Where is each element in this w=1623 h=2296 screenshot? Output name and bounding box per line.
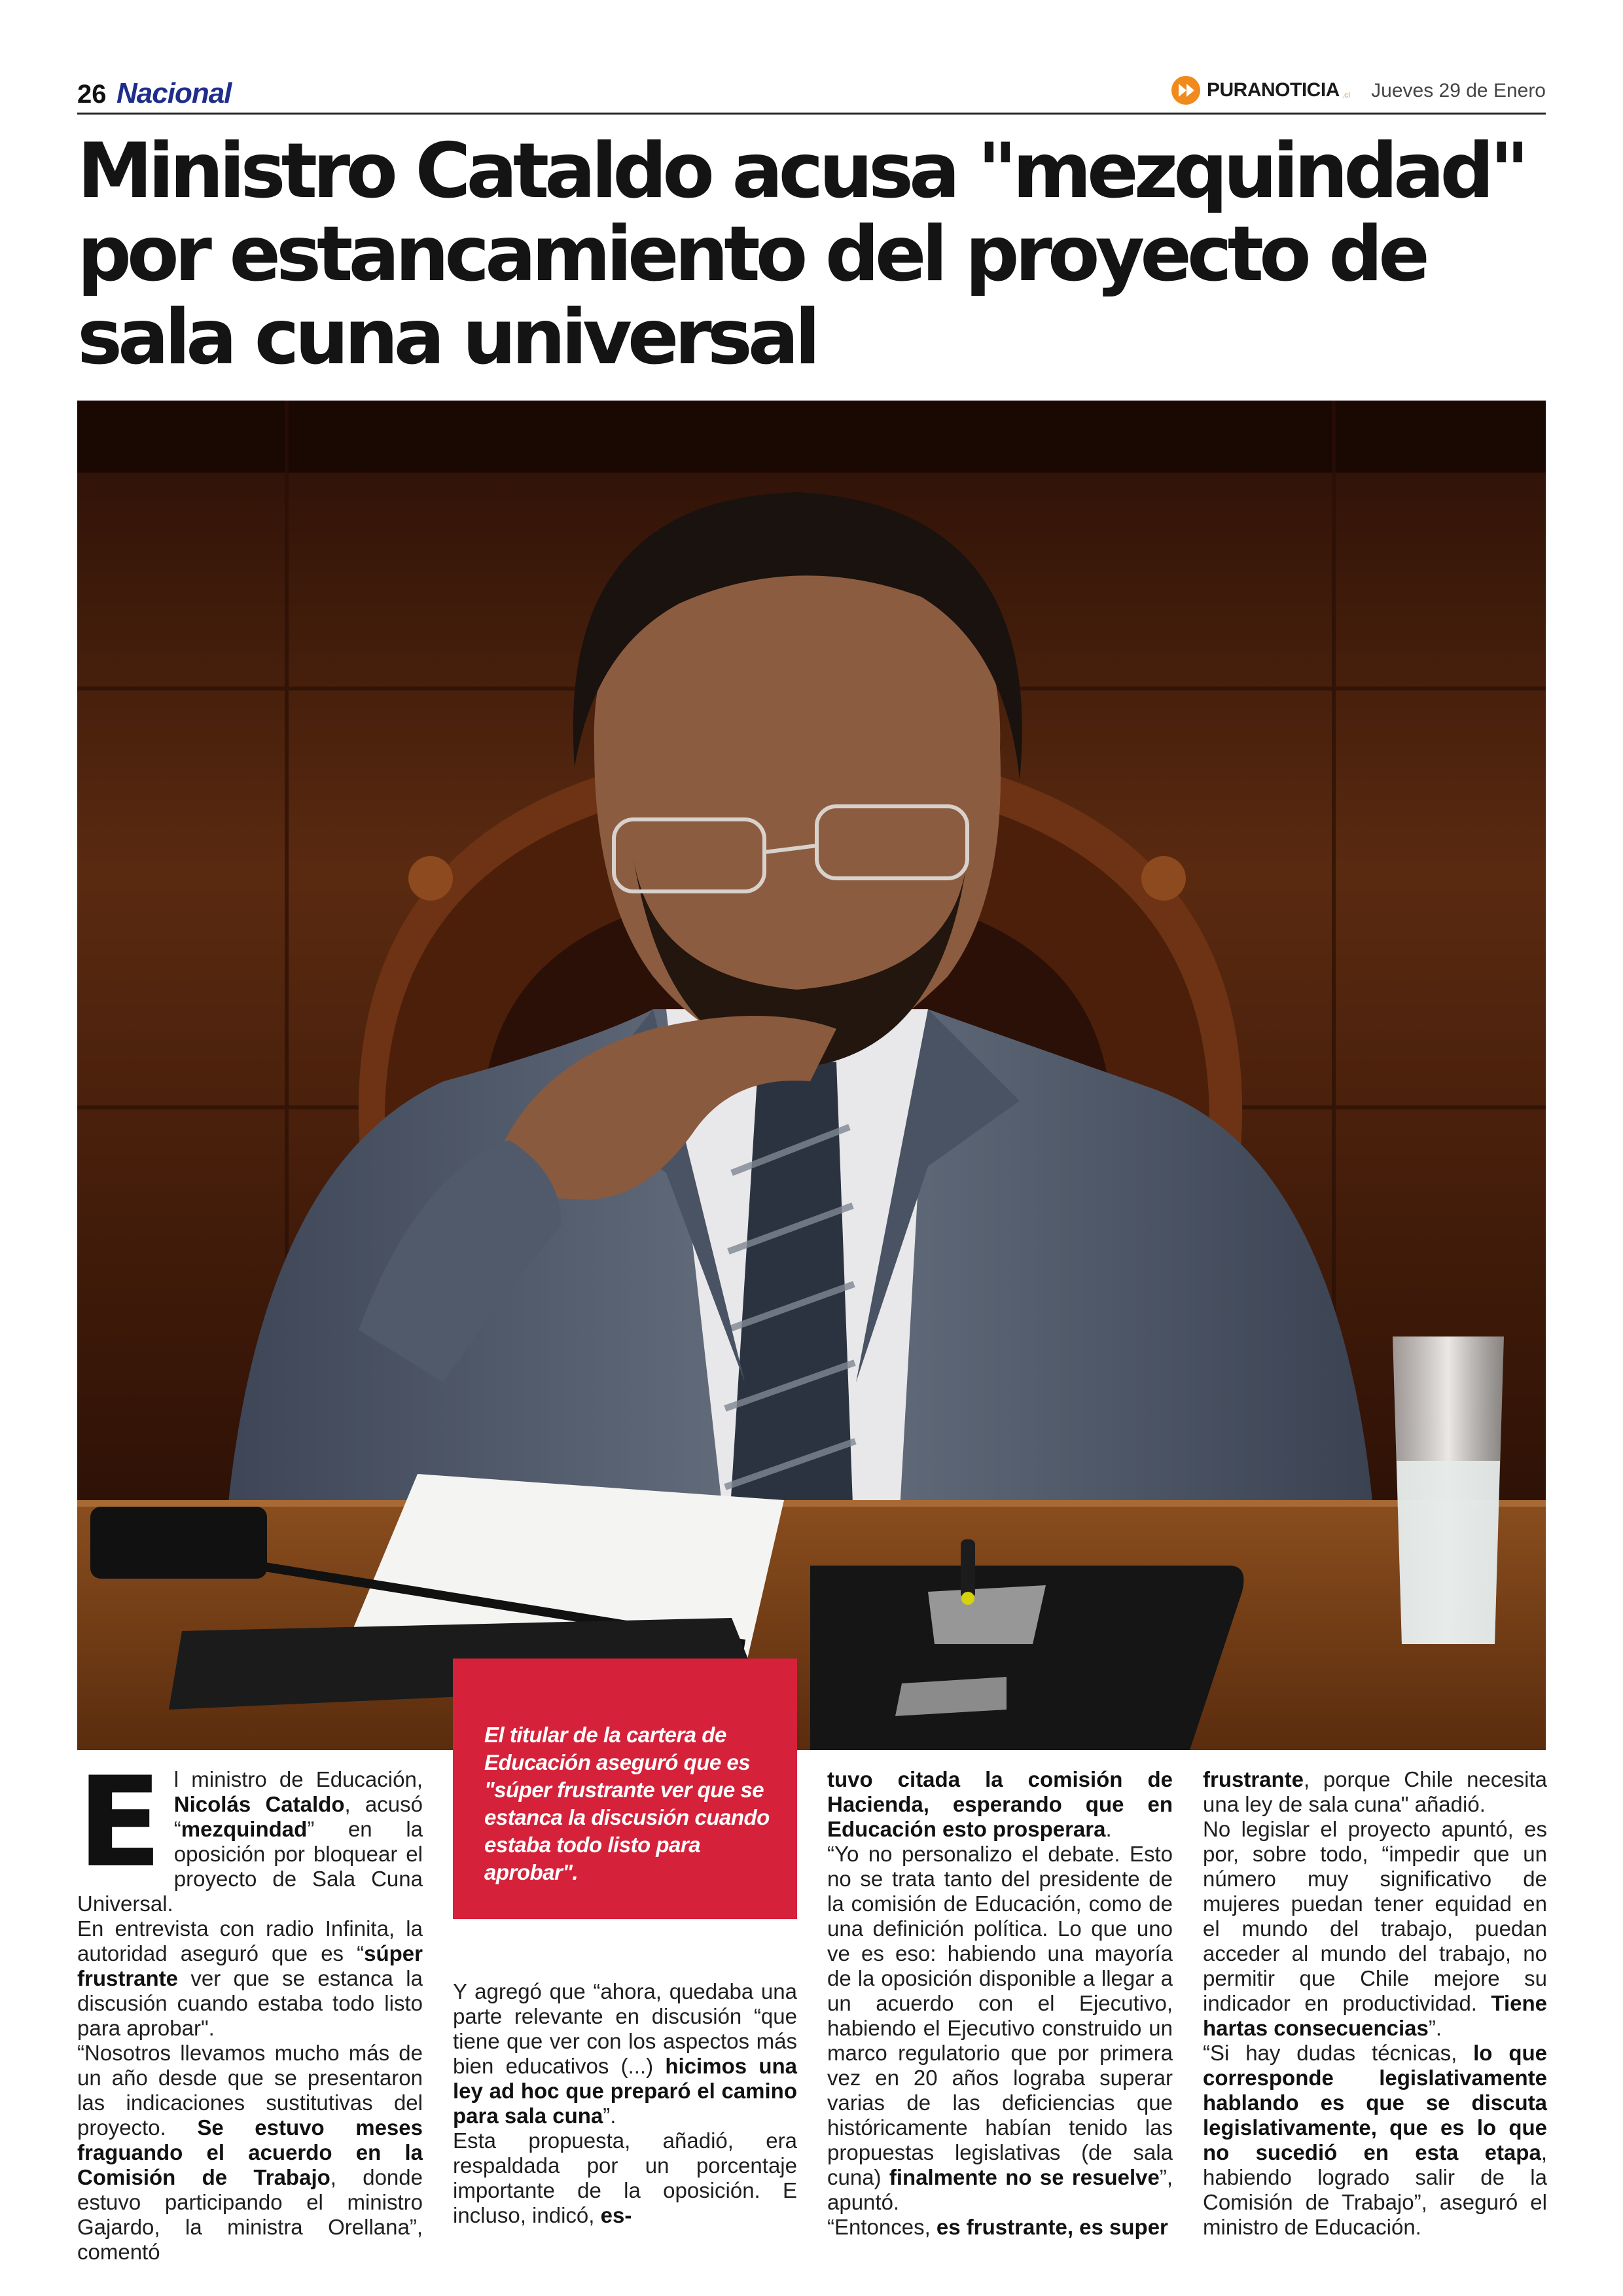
body-text: “Entonces, — [827, 2215, 936, 2239]
emphasis-text: hicimos una ley ad hoc que preparó el camino para sala cuna — [453, 2054, 797, 2128]
pull-quote-box — [453, 1659, 797, 1919]
drop-cap: E — [77, 1750, 162, 1895]
paragraph — [1203, 1817, 1547, 2041]
logo-text: PURANOTICIA — [1207, 79, 1340, 101]
paragraph — [1203, 1767, 1547, 1817]
body-text: “Yo no personalizo el debate. Esto no se trata tanto del presidente de la comisión de Educación, como de una definición política. Lo que uno ve es eso: habiendo una mayoría de la oposición disponible a llegar a un acuerdo con el Ejecutivo, habiendo el Ejecutivo construido un marco regulatorio que por primera vez en 20 años lograba superar varias de las deficiencias que históricamente habían tenido las propuestas legislativas (de sala cuna) — [827, 1842, 1173, 2189]
paragraph — [827, 1842, 1173, 2215]
pull-quote-text: El titular de la cartera de Educación aseguró que es "súper frustrante ver que se estanca la discusión cuando estaba todo listo para aprobar". — [484, 1723, 770, 1884]
body-text: ”, apuntó. — [827, 2165, 1173, 2214]
article-column-4 — [1203, 1767, 1547, 2240]
issue-date: Jueves 29 de Enero — [1371, 80, 1546, 101]
emphasis-text: Se estuvo meses fraguando el acuerdo en la Comisión de Trabajo — [77, 2115, 423, 2189]
body-text: Y agregó que “ahora, quedaba una parte relevante en discusión “que tiene que ver con los aspectos más bien educativos (...) — [453, 1979, 797, 2078]
body-text: En entrevista con radio Infinita, la autoridad aseguró que es “ — [77, 1916, 423, 1965]
body-text: , donde estuvo participando el ministro Gajardo, la ministra Orellana”, comentó — [77, 2165, 423, 2264]
body-text: . — [1105, 1817, 1112, 1841]
emphasis-text: Tiene hartas consecuencias — [1203, 1991, 1547, 2040]
body-text: No legislar el proyecto apuntó, es por, sobre todo, “ — [1203, 1817, 1547, 1866]
paragraph — [1203, 2041, 1547, 2240]
paragraph — [827, 1767, 1173, 1842]
emphasis-text: tuvo citada la comisión de Hacienda, esperando que en Educación esto prosperara — [827, 1767, 1173, 1841]
body-text: impedir que un número muy significativo de mujeres puedan tener equidad en el mundo del trabajo, puedan acceder al mundo del trabajo, no permitir que Chile mejore su indicador en productividad. — [1203, 1842, 1547, 2015]
logo-arrows-icon — [1171, 76, 1200, 105]
emphasis-text: frustrante — [1203, 1767, 1304, 1791]
paragraph — [453, 1979, 797, 2128]
paragraph — [77, 2041, 423, 2265]
emphasis-text: mezquindad — [181, 1817, 308, 1841]
paragraph — [453, 2128, 797, 2228]
body-text: ver que se estanca la discusión cuando estaba todo listo para aprobar". — [77, 1966, 423, 2040]
body-text: “Si hay dudas técnicas, — [1203, 2041, 1474, 2065]
body-text: “Nosotros llevamos mucho más de un año desde que se presentaron las indicaciones sustitutivas del proyecto. — [77, 2041, 423, 2140]
emphasis-text: súper frustrante — [77, 1941, 423, 1990]
body-text: , acusó “ — [173, 1792, 423, 1841]
logo-suffix: .cl — [1342, 90, 1350, 99]
emphasis-text: es frustrante, es super — [936, 2215, 1168, 2239]
article-photo — [77, 401, 1546, 1750]
header-divider — [77, 113, 1546, 115]
body-text: l ministro de Educación, — [173, 1767, 423, 1791]
body-text: , habiendo logrado salir de la Comisión de Trabajo”, aseguró el ministro de Educación. — [1203, 2140, 1547, 2239]
paragraph — [77, 1916, 423, 2041]
site-logo[interactable] — [1171, 76, 1350, 105]
emphasis-text: lo que corresponde legislativamente hablando es que se discuta legislativamente, que es lo que no sucedió en esta etapa — [1203, 2041, 1547, 2164]
article-headline: Ministro Cataldo acusa "mezquindad" por estancamiento del proyecto de sala cuna universal — [77, 127, 1525, 382]
section-label[interactable]: Nacional — [116, 77, 232, 109]
body-text: Esta propuesta, añadió, era respaldada por un porcentaje importante de la oposición. E incluso, indicó, — [453, 2128, 797, 2227]
body-text: ” en la oposición por bloquear el proyecto de Sala Cuna Universal. — [77, 1817, 423, 1916]
paragraph — [827, 2215, 1173, 2240]
article-column-3 — [827, 1767, 1173, 2240]
article-column-1 — [77, 1750, 423, 2265]
page-number: 26 — [77, 80, 107, 109]
body-text: ”. — [603, 2104, 616, 2128]
emphasis-text: finalmente no se resuelve — [889, 2165, 1160, 2189]
emphasis-text: Nicolás Cataldo — [173, 1792, 345, 1816]
emphasis-text: es- — [600, 2203, 632, 2227]
article-column-2 — [453, 1979, 797, 2228]
body-text: ”. — [1428, 2016, 1442, 2040]
body-text: , porque Chile necesita una ley de sala cuna" añadió. — [1203, 1767, 1547, 1816]
